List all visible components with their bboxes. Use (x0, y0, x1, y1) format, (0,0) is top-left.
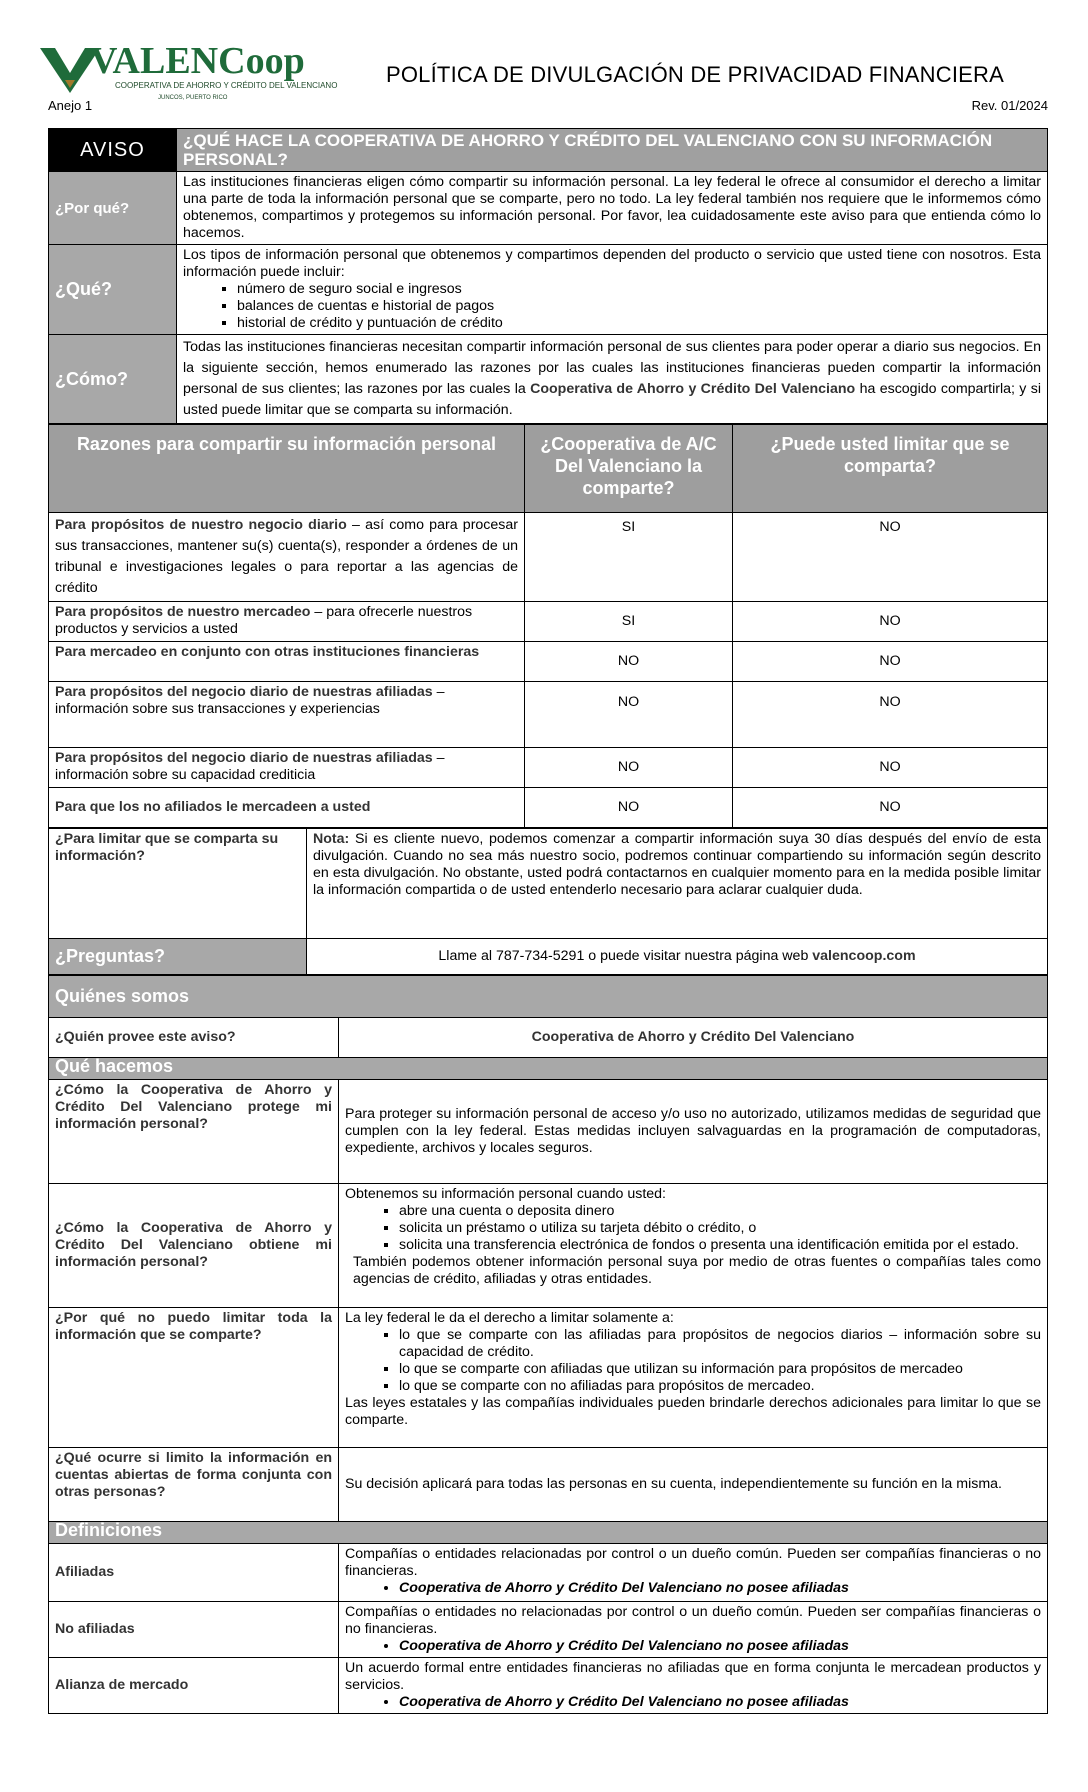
razon-rest: – para ofrecerle nuestros productos y servicios a usted (55, 604, 473, 637)
list-item: ▪ solicita una transferencia electrónica de fondos o presenta una identificación emitida por el estado. (399, 1237, 1041, 1254)
razon-cell (49, 513, 525, 602)
limitar-list (345, 1327, 1041, 1395)
table-row (49, 642, 1048, 682)
list-item: ▪ abre una cuenta o deposita dinero (399, 1203, 1041, 1220)
definition-cell (339, 1602, 1048, 1658)
definition-row (49, 1602, 1048, 1658)
obtiene-list (345, 1203, 1041, 1254)
definition-text: Compañías o entidades relacionadas por control o un dueño común. Pueden ser compañías financieras o no financieras. (345, 1546, 1041, 1579)
limitar-cell (339, 1308, 1048, 1448)
razon-rest: – información sobre su capacidad crediticia (55, 750, 445, 783)
conjunta-question: ¿Qué ocurre si limito la información en cuentas abiertas de forma conjunta con otras personas? (49, 1448, 339, 1522)
limitar-label: ¿Para limitar que se comparta su información? (49, 829, 307, 939)
definition-row (49, 1658, 1048, 1714)
table-row (49, 748, 1048, 788)
definition-term: Alianza de mercado (49, 1658, 339, 1714)
preguntas-text: Llame al 787-734-5291 o puede visitar nuestra página web (438, 948, 813, 964)
que-hacemos-section: Qué hacemos (49, 1058, 1048, 1080)
comparte-cell: NO (525, 748, 733, 788)
limitar-cell: NO (733, 788, 1048, 828)
comparte-cell: SI (525, 513, 733, 602)
details-table (48, 975, 1048, 1714)
logo-location: JUNCOS, PUERTO RICO (158, 95, 228, 101)
definition-list (345, 1638, 1041, 1655)
limitar-cell: NO (733, 642, 1048, 682)
razon-bold: Para propósitos de nuestro negocio diario (55, 517, 347, 533)
limitar-header: ¿Puede usted limitar que se comparta? (733, 425, 1048, 513)
table-row (49, 602, 1048, 642)
list-item: ▪ lo que se comparte con afiliadas que utilizan su información para propósitos de mercadeo (399, 1361, 1041, 1378)
definition-note: • Cooperativa de Ahorro y Crédito Del Valenciano no posee afiliadas (399, 1638, 1041, 1655)
definition-term: No afiliadas (49, 1602, 339, 1658)
anejo-label: Anejo 1 (48, 98, 93, 113)
preguntas-label: ¿Preguntas? (49, 939, 307, 975)
razon-cell (49, 748, 525, 788)
como-text-bold: Cooperativa de Ahorro y Crédito Del Valenciano (530, 381, 856, 397)
razon-bold: Para propósitos del negocio diario de nuestras afiliadas (55, 750, 433, 766)
definition-text: Un acuerdo formal entre entidades financieras no afiliadas que en forma conjunta le mercadean productos y servicios. (345, 1660, 1041, 1693)
definition-cell (339, 1544, 1048, 1602)
list-item: ▪ número de seguro social e ingresos (237, 281, 1041, 298)
quien-answer: Cooperativa de Ahorro y Crédito Del Valenciano (339, 1018, 1048, 1058)
limitar-cell: NO (733, 748, 1048, 788)
nota-label: Nota: (313, 831, 350, 847)
limitar-cell: NO (733, 682, 1048, 748)
list-item: ▪ historial de crédito y puntuación de crédito (237, 315, 1041, 332)
comparte-cell: SI (525, 602, 733, 642)
nota-text: Si es cliente nuevo, podemos comenzar a compartir información suya 30 días después del envío de esta divulgación. Cuando no sea más nuestro socio, podremos continuar compartiendo su información según descrito en esta divulgación. No obstante, usted podrá contactarnos en cualquier momento para en la medida posible limitar la información compartida o de usted entenderlo necesario para aclarar cualquier duda. (313, 831, 1041, 898)
list-item: ▪ lo que se comparte con las afiliadas para propósitos de negocios diarios – información sobre su capacidad de crédito. (399, 1327, 1041, 1361)
table-row (49, 682, 1048, 748)
razon-cell (49, 602, 525, 642)
definition-term: Afiliadas (49, 1544, 339, 1602)
razon-cell (49, 682, 525, 748)
table-row (49, 513, 1048, 602)
definition-note: • Cooperativa de Ahorro y Crédito Del Valenciano no posee afiliadas (399, 1580, 1041, 1597)
como-text-a: Todas las instituciones financieras necesitan compartir información personal de sus clientes para poder operar a diario sus negocios. En la siguiente sección, hemos enumerado las razones por las cuales las instituciones financieras pueden compartir la información personal de sus clientes; las razones por las cuales la (183, 339, 1041, 397)
limitar-question: ¿Por qué no puedo limitar toda la información que se comparte? (49, 1308, 339, 1448)
aviso-label: AVISO (49, 129, 177, 172)
page-title: POLÍTICA DE DIVULGACIÓN DE PRIVACIDAD FINANCIERA (386, 62, 1004, 87)
web-link[interactable]: valencoop.com (812, 948, 916, 964)
que-label: ¿Qué? (49, 245, 177, 335)
razon-rest: – información sobre sus transacciones y experiencias (55, 684, 445, 717)
definition-text: Compañías o entidades no relacionadas por control o un dueño común. Pueden ser compañías financieras o no financieras. (345, 1604, 1041, 1637)
limitar-cell: NO (733, 513, 1048, 602)
logo-text: VALENCoop (90, 40, 305, 82)
definition-list (345, 1694, 1041, 1711)
definition-note: • Cooperativa de Ahorro y Crédito Del Valenciano no posee afiliadas (399, 1694, 1041, 1711)
razon-cell (49, 788, 525, 828)
obtiene-cell (339, 1184, 1048, 1308)
comparte-cell: NO (525, 788, 733, 828)
definition-list (345, 1580, 1041, 1597)
preguntas-cell (307, 939, 1048, 975)
limitar-outro: Las leyes estatales y las compañías individuales pueden brindarle derechos adicionales para limitar lo que se comparte. (345, 1395, 1041, 1428)
razon-bold: Para propósitos de nuestro mercadeo (55, 604, 311, 620)
revision-label: Rev. 01/2024 (971, 98, 1048, 113)
limitar-cell: NO (733, 602, 1048, 642)
como-label: ¿Cómo? (49, 335, 177, 424)
obtiene-question: ¿Cómo la Cooperativa de Ahorro y Crédito Del Valenciano obtiene mi información personal? (49, 1184, 339, 1308)
obtiene-intro: Obtenemos su información personal cuando usted: (345, 1186, 666, 1202)
list-item: ▪ solicita un préstamo o utiliza su tarjeta débito o crédito, o (399, 1220, 1041, 1237)
aviso-table (48, 128, 1048, 424)
protege-question: ¿Cómo la Cooperativa de Ahorro y Crédito Del Valenciano protege mi información personal? (49, 1080, 339, 1184)
definiciones-section: Definiciones (49, 1522, 1048, 1544)
razones-header: Razones para compartir su información personal (49, 425, 525, 513)
list-item: ▪ lo que se comparte con no afiliadas para propósitos de mercadeo. (399, 1378, 1041, 1395)
conjunta-answer: Su decisión aplicará para todas las personas en su cuenta, independientemente su función en la misma. (339, 1448, 1048, 1522)
razon-bold: Para propósitos del negocio diario de nuestras afiliadas (55, 684, 433, 700)
nota-cell (307, 829, 1048, 939)
razon-bold: Para que los no afiliados le mercadeen a usted (55, 799, 371, 815)
list-item: ▪ balances de cuentas e historial de pagos (237, 298, 1041, 315)
razon-rest: – así como para procesar sus transacciones, mantener su(s) cuenta(s), responder a órdenes de un tribunal e investigaciones legales o para reportar a las agencias de crédito (55, 517, 518, 596)
limitar-intro: La ley federal le da el derecho a limitar solamente a: (345, 1310, 674, 1326)
comparte-cell: NO (525, 682, 733, 748)
razones-table (48, 424, 1048, 828)
document-page (48, 18, 1048, 1714)
como-text-b: ha escogido compartirla; y si usted puede limitar que se comparta su información. (183, 381, 1041, 418)
table-row (49, 788, 1048, 828)
aviso-question: ¿QUÉ HACE LA COOPERATIVA DE AHORRO Y CRÉDITO DEL VALENCIANO CON SU INFORMACIÓN PERSONAL? (177, 129, 1048, 172)
que-cell (177, 245, 1048, 335)
quienes-section: Quiénes somos (49, 976, 1048, 1018)
razon-bold: Para mercadeo en conjunto con otras instituciones financieras (55, 644, 480, 660)
obtiene-outro: También podemos obtener información personal suya por medio de otras fuentes o compañías tales como agencias de crédito, afiliadas y otras entidades. (353, 1254, 1041, 1287)
como-cell (177, 335, 1048, 424)
por-que-text: Las instituciones financieras eligen cómo compartir su información personal. La ley federal le ofrece al consumidor el derecho a limitar una parte de toda la información personal que se comparte, pero no todo. La ley federal también nos requiere que le informemos cómo obtenemos, compartimos y protegemos su información personal. Por favor, lea cuidadosamente este aviso para que entienda cómo lo hacemos. (177, 172, 1048, 245)
logo-subtitle: COOPERATIVA DE AHORRO Y CRÉDITO DEL VALENCIANO (115, 81, 338, 90)
razon-cell (49, 642, 525, 682)
comparte-header: ¿Cooperativa de A/C Del Valenciano la comparte? (525, 425, 733, 513)
definition-row (49, 1544, 1048, 1602)
document-header (48, 18, 1048, 128)
protege-answer: Para proteger su información personal de acceso y/o uso no autorizado, utilizamos medidas de seguridad que cumplen con la ley federal. Estas medidas incluyen salvaguardas en la programación de computadoras, expediente, archivos y locales seguros. (339, 1080, 1048, 1184)
definition-cell (339, 1658, 1048, 1714)
limitar-table (48, 828, 1048, 975)
que-list (183, 281, 1041, 332)
por-que-label: ¿Por qué? (49, 172, 177, 245)
comparte-cell: NO (525, 642, 733, 682)
que-text: Los tipos de información personal que obtenemos y compartimos dependen del producto o servicio que usted tiene con nosotros. Esta información puede incluir: (183, 247, 1041, 280)
quien-question: ¿Quién provee este aviso? (49, 1018, 339, 1058)
